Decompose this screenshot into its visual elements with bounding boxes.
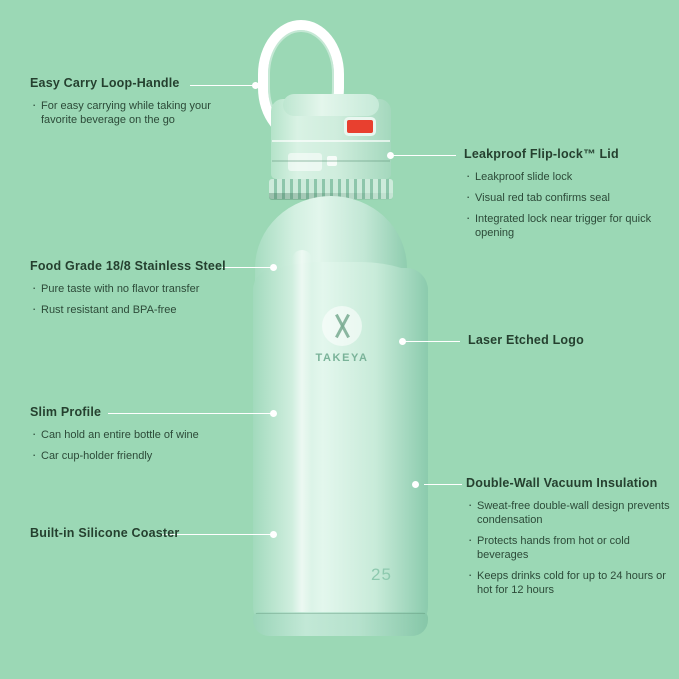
callout-laser-etched-logo bbox=[468, 333, 584, 347]
takeya-logo-mark-icon bbox=[322, 306, 362, 346]
callout-bullet: · Integrated lock near trigger for quick opening bbox=[464, 212, 675, 240]
callout-bullet: · Protects hands from hot or cold beverages bbox=[466, 534, 677, 562]
callout-bullet: · Can hold an entire bottle of wine bbox=[30, 428, 199, 442]
callout-bullet-list bbox=[30, 428, 199, 463]
callout-title: Food Grade 18/8 Stainless Steel bbox=[30, 259, 226, 273]
takeya-logo bbox=[314, 306, 370, 376]
callout-food-grade-steel bbox=[30, 259, 226, 324]
callout-title: Leakproof Flip-lock™ Lid bbox=[464, 147, 619, 161]
leader-line-lid bbox=[392, 155, 456, 156]
callout-title: Slim Profile bbox=[30, 405, 102, 419]
callout-bullet-list bbox=[30, 99, 241, 127]
silicone-coaster-base bbox=[253, 612, 428, 636]
callout-bullet: · Rust resistant and BPA-free bbox=[30, 303, 226, 317]
callout-bullet: · Pure taste with no flavor transfer bbox=[30, 282, 226, 296]
callout-title: Double-Wall Vacuum Insulation bbox=[466, 476, 658, 490]
callout-easy-carry-loop-handle bbox=[30, 76, 241, 134]
leader-dot-logo bbox=[399, 338, 406, 345]
callout-bullet: · Leakproof slide lock bbox=[464, 170, 675, 184]
callout-bullet: · Keeps drinks cold for up to 24 hours or hot for 12 hours bbox=[466, 569, 677, 597]
callout-built-in-silicone-coaster bbox=[30, 526, 179, 540]
callout-bullet-list bbox=[30, 282, 226, 317]
leader-dot-insulation bbox=[412, 481, 419, 488]
capacity-label: 25 bbox=[371, 565, 392, 584]
callout-double-wall-vacuum-insulation bbox=[466, 476, 677, 604]
leader-dot-coaster bbox=[270, 531, 277, 538]
callout-bullet: · For easy carrying while taking your favorite beverage on the go bbox=[30, 99, 241, 127]
lid-top-cap bbox=[283, 94, 379, 116]
coaster-seam-line bbox=[256, 613, 425, 614]
callout-bullet-list bbox=[466, 499, 677, 597]
leader-dot-slim-profile bbox=[270, 410, 277, 417]
leader-line-insulation bbox=[424, 484, 462, 485]
leader-dot-loop-handle bbox=[252, 82, 259, 89]
callout-bullet: · Visual red tab confirms seal bbox=[464, 191, 675, 205]
bottle-highlight bbox=[292, 250, 312, 630]
callout-leakproof-flip-lock-lid bbox=[464, 147, 675, 247]
callout-bullet: · Sweat-free double-wall design prevents condensation bbox=[466, 499, 677, 527]
leader-dot-lid bbox=[387, 152, 394, 159]
lid-trigger bbox=[288, 153, 322, 171]
leader-line-logo bbox=[404, 341, 460, 342]
takeya-logo-text: TAKEYA bbox=[315, 352, 369, 364]
lid-seam-lower bbox=[272, 160, 390, 162]
callout-bullet-list bbox=[464, 170, 675, 240]
leader-dot-steel bbox=[270, 264, 277, 271]
lid-seam-upper bbox=[272, 140, 390, 142]
callout-slim-profile bbox=[30, 405, 199, 470]
leader-line-steel bbox=[222, 267, 276, 268]
callout-title: Easy Carry Loop-Handle bbox=[30, 76, 180, 90]
callout-bullet: · Car cup-holder friendly bbox=[30, 449, 199, 463]
callout-title: Built-in Silicone Coaster bbox=[30, 526, 180, 540]
red-seal-tab bbox=[347, 120, 373, 133]
callout-title: Laser Etched Logo bbox=[468, 333, 584, 347]
